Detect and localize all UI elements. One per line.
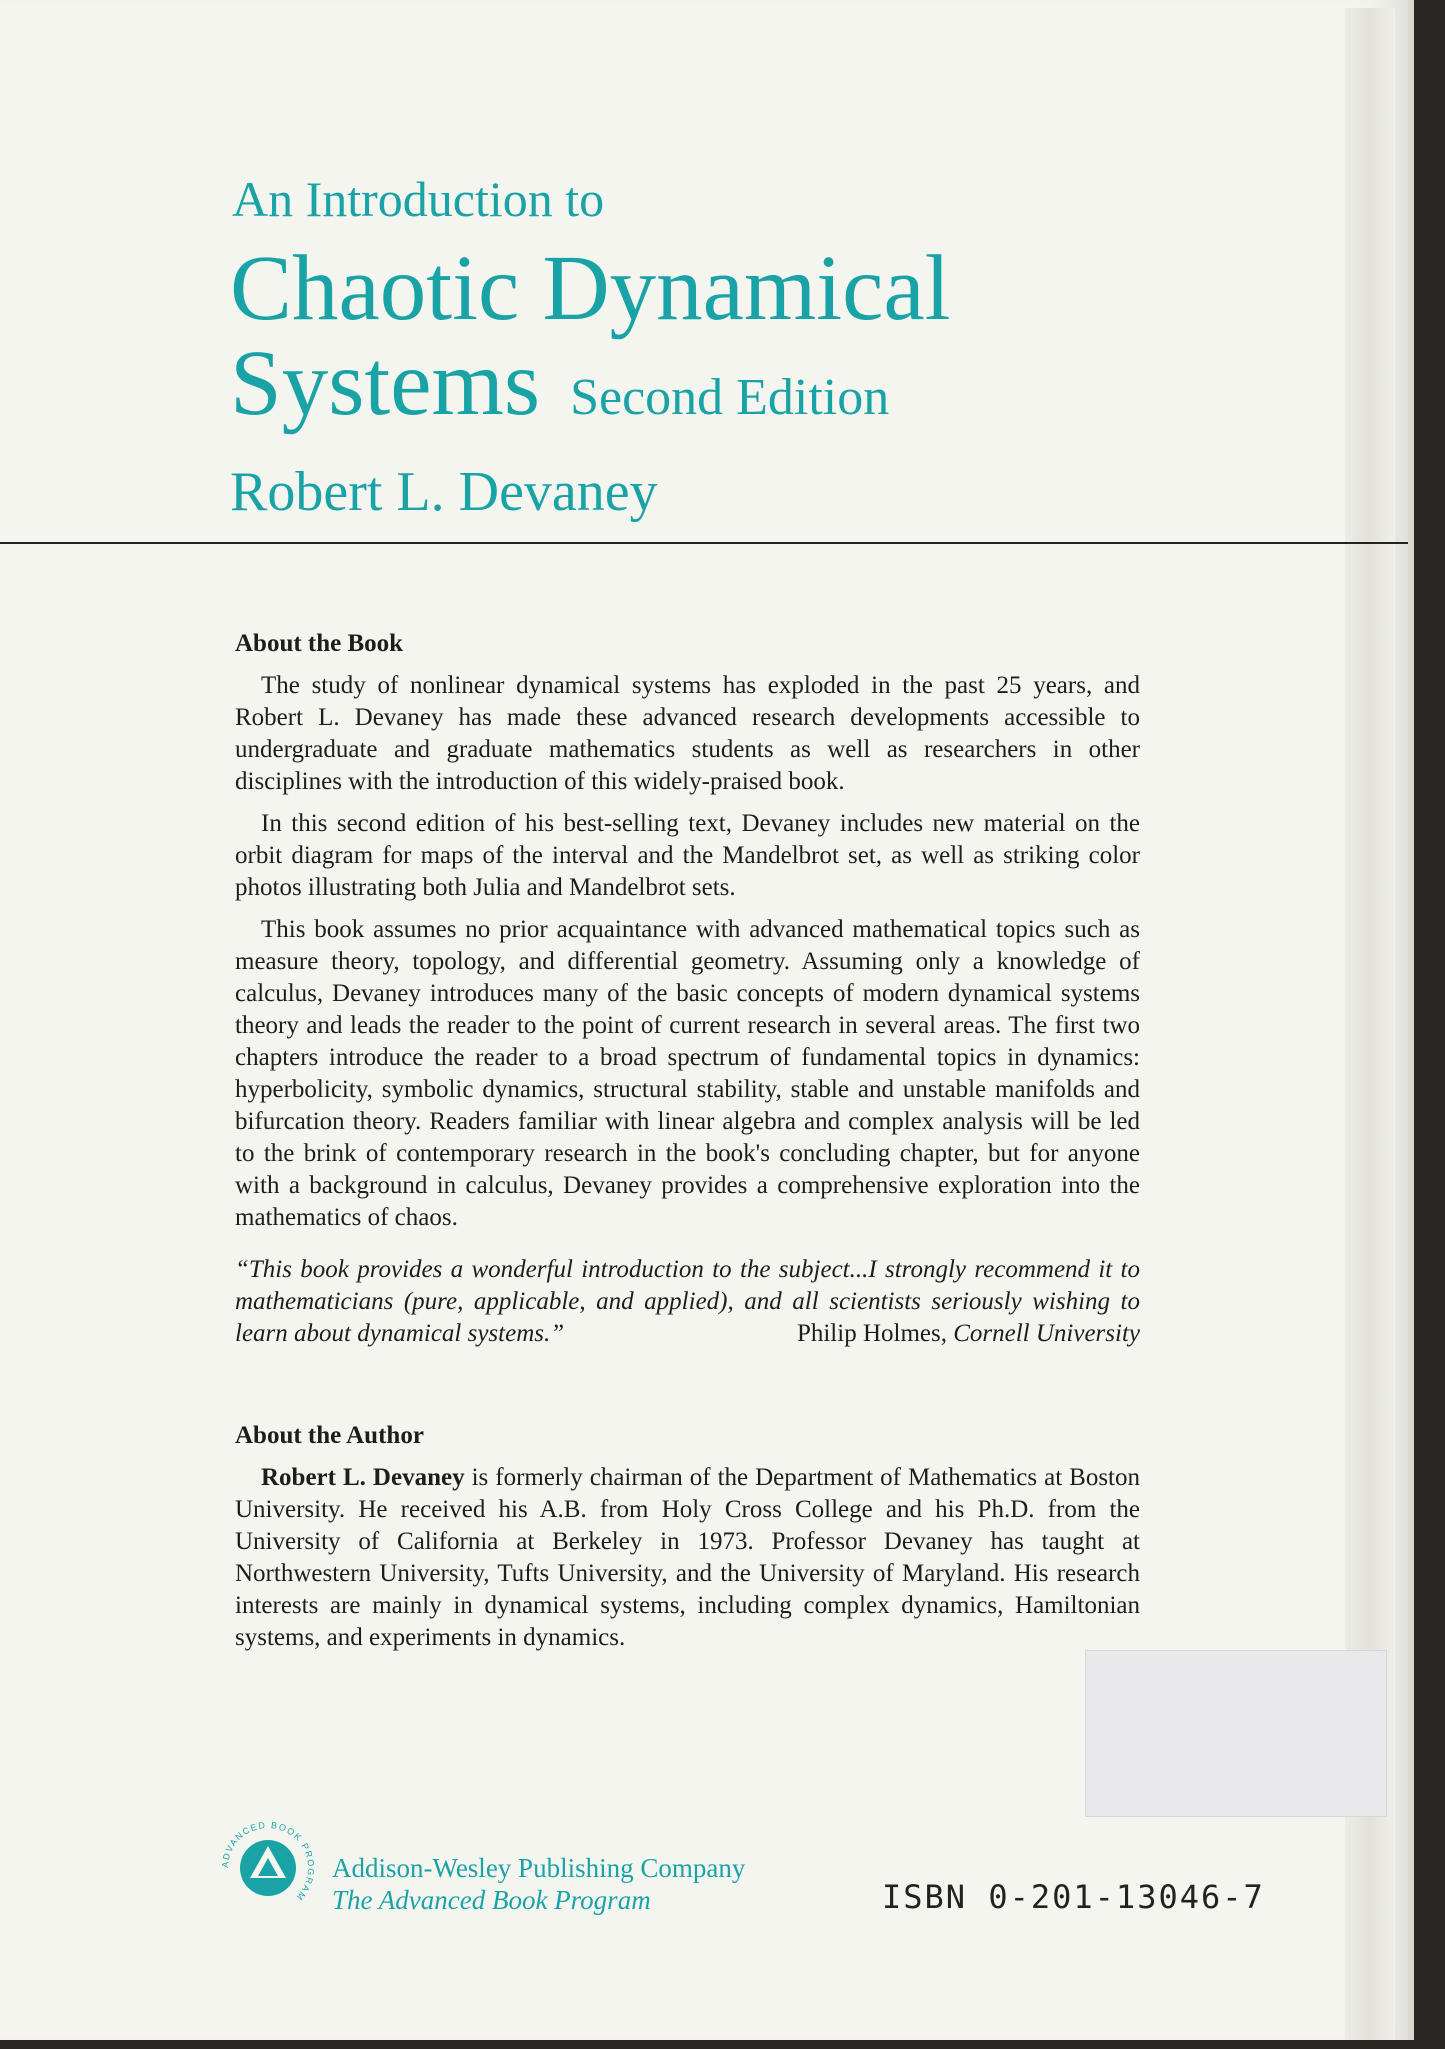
edition-label: Second Edition [570, 369, 890, 426]
advanced-book-program-logo-icon [218, 1818, 318, 1923]
title-line-1: Chaotic Dynamical [230, 237, 951, 340]
about-author-paragraph [235, 1462, 1140, 1654]
author-bio: is formerly chairman of the Department of Mathematics at Boston University. He received his A.B. from Holy Cross College and his Ph.D. from the University of California at Berkeley in 1973. Professor Devaney has taught at Northwestern University, Tufts University, and the University of Maryland. His research interests are mainly in dynamical systems, including complex dynamics, Hamiltonian systems, and experiments in dynamics. [235, 1464, 1141, 1651]
back-cover-text [235, 628, 1140, 1664]
author-name-bold: Robert L. Devaney [261, 1464, 465, 1491]
about-book-heading: About the Book [235, 630, 404, 657]
publisher-program: The Advanced Book Program [332, 1885, 651, 1915]
library-sticker [1085, 1650, 1387, 1817]
about-book-paragraph-1: The study of nonlinear dynamical systems has exploded in the past 25 years, and Robert L. Devaney has made these advanced research developments accessible to undergraduate and graduate mathematics students as well as researchers in other disciplines with the introduction of this widely-praised book. [235, 672, 1140, 795]
publisher-block [332, 1852, 745, 1916]
review-quote [235, 1254, 1140, 1350]
quote-name: Philip Holmes, [796, 1320, 947, 1347]
cover-author: Robert L. Devaney [230, 460, 658, 523]
publisher-name: Addison-Wesley Publishing Company [332, 1853, 746, 1883]
quote-text: “This book provides a wonderful introduction to the subject...I strongly recommend it to mathematicians (pure, applicable, and applied), and all scientists seriously wishing to learn about dynamical systems.” [235, 1256, 1140, 1347]
about-book-paragraph-3: This book assumes no prior acquaintance with advanced mathematical topics such as measure theory, topology, and differential geometry. Assuming only a knowledge of calculus, Devaney introduces many of the basic concepts of modern dynamical systems theory and leads the reader to the point of current research in several areas. The first two chapters introduce the reader to a broad spectrum of fundamental topics in dynamics: hyperbolicity, symbolic dynamics, structural stability, stable and unstable manifolds and bifurcation theory. Readers familiar with linear algebra and complex analysis will be led to the brink of contemporary research in the book's concluding chapter, but for anyone with a background in calculus, Devaney provides a comprehensive exploration into the mathematics of chaos. [235, 916, 1140, 1231]
about-author-heading: About the Author [235, 1422, 424, 1449]
divider-rule [0, 542, 1408, 544]
pre-title: An Introduction to [232, 171, 605, 227]
title-line-2 [230, 332, 951, 435]
isbn-number: ISBN 0-201-13046-7 [882, 1878, 1265, 1916]
title-systems: Systems [230, 332, 541, 435]
quote-attribution [797, 1318, 1140, 1350]
about-book-paragraph-2: In this second edition of his best-selling text, Devaney includes new material on the orbit diagram for maps of the interval and the Mandelbrot set, as well as striking color photos illustrating both Julia and Mandelbrot sets. [235, 810, 1140, 901]
title-block [230, 170, 951, 524]
quote-affiliation: Cornell University [953, 1320, 1140, 1347]
logo-text: ADVANCED BOOK PROGRAM [219, 1819, 317, 1903]
